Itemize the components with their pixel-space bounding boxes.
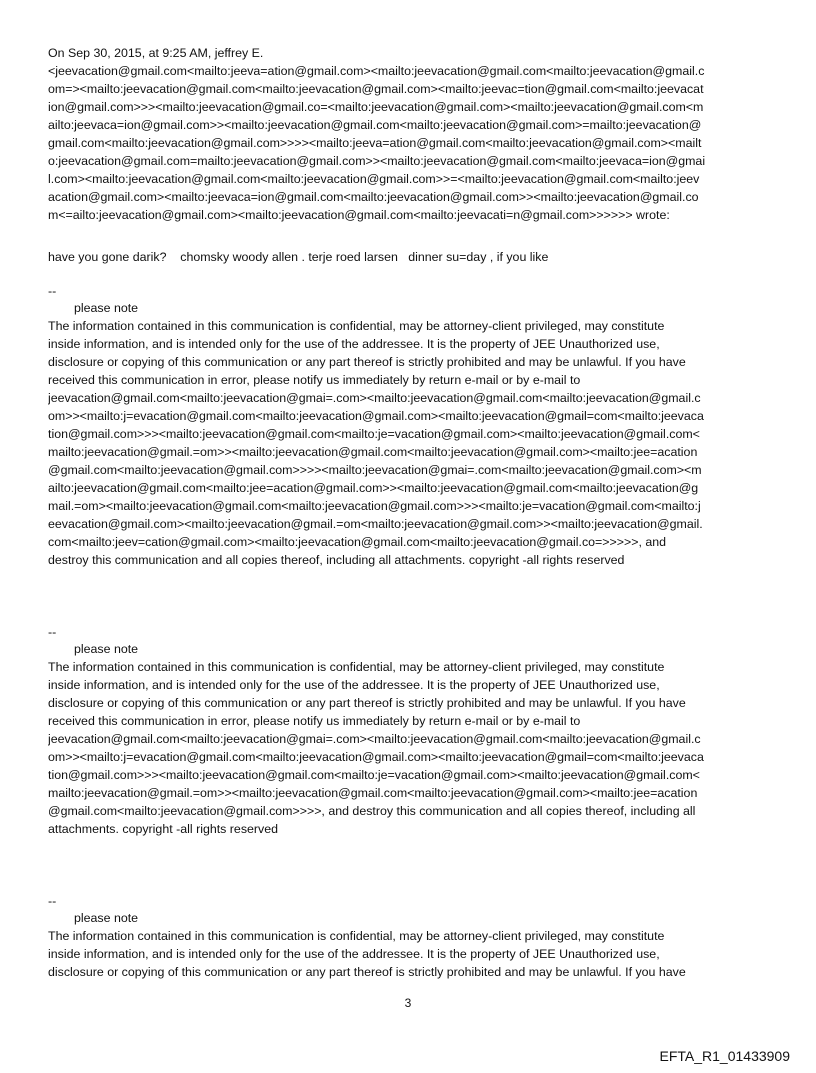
header-line: m<=ailto:jeevacation@gmail.com><mailto:jeevacation@gmail.com<mailto:jeevacati=n@gmail.com>>>>>> wrote: (48, 208, 670, 222)
separator: -- (48, 284, 57, 298)
disclaimer-line: received this communication in error, please notify us immediately by return e-mail or by e-mail to (48, 714, 581, 728)
disclaimer-line: com<mailto:jeev=cation@gmail.com><mailto:jeevacation@gmail.com<mailto:jeevacation@gmail.co=>>>>>, and (48, 535, 667, 549)
disclaimer-line: tion@gmail.com>>><mailto:jeevacation@gmail.com<mailto:je=vacation@gmail.com><mailto:jeevacation@gmail.com< (48, 768, 700, 782)
disclaimer-line: om>><mailto:j=evacation@gmail.com<mailto:jeevacation@gmail.com><mailto:jeevacation@gmail=com<mailto:jeevaca (48, 409, 704, 423)
note-heading: please note (74, 301, 139, 315)
disclaimer-line: destroy this communication and all copies thereof, including all attachments. copyright -all rights reserved (48, 553, 625, 567)
message-body: have you gone darik? chomsky woody allen . terje roed larsen dinner su=day , if you like (48, 250, 549, 264)
page-number: 3 (404, 996, 412, 1010)
note-heading: please note (74, 911, 139, 925)
disclaimer-line: mailto:jeevacation@gmail.=om>><mailto:jeevacation@gmail.com<mailto:jeevacation@gmail.com><mailto:jee=acation (48, 445, 698, 459)
bates-number: EFTA_R1_01433909 (659, 1048, 790, 1064)
header-line: om=><mailto:jeevacation@gmail.com<mailto:jeevacation@gmail.com><mailto:jeevac=tion@gmail.com<mailto:jeevacat (48, 82, 704, 96)
separator: -- (48, 894, 57, 908)
disclaimer-line: om>><mailto:j=evacation@gmail.com<mailto:jeevacation@gmail.com><mailto:jeevacation@gmail=com<mailto:jeevaca (48, 750, 704, 764)
disclaimer-line: The information contained in this communication is confidential, may be attorney-client privileged, may constitute (48, 660, 665, 674)
header-line: On Sep 30, 2015, at 9:25 AM, jeffrey E. (48, 46, 264, 60)
disclaimer-line: The information contained in this communication is confidential, may be attorney-client privileged, may constitute (48, 929, 665, 943)
disclaimer-line: mailto:jeevacation@gmail.=om>><mailto:jeevacation@gmail.com<mailto:jeevacation@gmail.com><mailto:jee=acation (48, 786, 698, 800)
header-line: gmail.com<mailto:jeevacation@gmail.com>>>><mailto:jeeva=ation@gmail.com<mailto:jeevacation@gmail.com><mailt (48, 136, 702, 150)
disclaimer-line: jeevacation@gmail.com<mailto:jeevacation@gmai=.com><mailto:jeevacation@gmail.com<mailto:jeevacation@gmail.c (48, 732, 701, 746)
disclaimer-line: disclosure or copying of this communication or any part thereof is strictly prohibited and may be unlawful. If you have (48, 965, 686, 979)
disclaimer-line: eevacation@gmail.com><mailto:jeevacation@gmail.=om<mailto:jeevacation@gmail.com>><mailto:jeevacation@gmail. (48, 517, 703, 531)
note-heading: please note (74, 642, 139, 656)
disclaimer-line: disclosure or copying of this communication or any part thereof is strictly prohibited and may be unlawful. If you have (48, 696, 686, 710)
header-line: l.com><mailto:jeevacation@gmail.com<mailto:jeevacation@gmail.com>>=<mailto:jeevacation@gmail.com<mailto:jeev (48, 172, 700, 186)
disclaimer-line: inside information, and is intended only for the use of the addressee. It is the property of JEE Unauthorized use, (48, 947, 660, 961)
disclaimer-line: jeevacation@gmail.com<mailto:jeevacation@gmai=.com><mailto:jeevacation@gmail.com<mailto:jeevacation@gmail.c (48, 391, 701, 405)
header-line: <jeevacation@gmail.com<mailto:jeeva=ation@gmail.com><mailto:jeevacation@gmail.com<mailto:jeevacation@gmail.c (48, 64, 705, 78)
header-line: ion@gmail.com>>><mailto:jeevacation@gmail.co=<mailto:jeevacation@gmail.com><mailto:jeevacation@gmail.com<m (48, 100, 704, 114)
disclaimer-line: The information contained in this communication is confidential, may be attorney-client privileged, may constitute (48, 319, 665, 333)
header-line: acation@gmail.com><mailto:jeevaca=ion@gmail.com<mailto:jeevacation@gmail.com>><mailto:jeevacation@gmail.co (48, 190, 699, 204)
disclaimer-line: ailto:jeevacation@gmail.com<mailto:jee=acation@gmail.com>><mailto:jeevacation@gmail.com<mailto:jeevacation@g (48, 481, 699, 495)
disclaimer-line: disclosure or copying of this communication or any part thereof is strictly prohibited and may be unlawful. If you have (48, 355, 686, 369)
disclaimer-line: attachments. copyright -all rights reserved (48, 822, 279, 836)
disclaimer-line: @gmail.com<mailto:jeevacation@gmail.com>>>>, and destroy this communication and all copies thereof, including all (48, 804, 696, 818)
separator: -- (48, 625, 57, 639)
disclaimer-line: received this communication in error, please notify us immediately by return e-mail or by e-mail to (48, 373, 581, 387)
disclaimer-line: tion@gmail.com>>><mailto:jeevacation@gmail.com<mailto:je=vacation@gmail.com><mailto:jeevacation@gmail.com< (48, 427, 700, 441)
disclaimer-line: mail.=om><mailto:jeevacation@gmail.com<mailto:jeevacation@gmail.com>>><mailto:je=vacation@gmail.com<mailto:j (48, 499, 701, 513)
header-line: ailto:jeevaca=ion@gmail.com>><mailto:jeevacation@gmail.com<mailto:jeevacation@gmail.com>=mailto:jeevacation@ (48, 118, 702, 132)
disclaimer-line: inside information, and is intended only for the use of the addressee. It is the property of JEE Unauthorized use, (48, 678, 660, 692)
disclaimer-line: inside information, and is intended only for the use of the addressee. It is the property of JEE Unauthorized use, (48, 337, 660, 351)
header-line: o:jeevacation@gmail.com=mailto:jeevacation@gmail.com>><mailto:jeevacation@gmail.com<mailto:jeevaca=ion@gmai (48, 154, 706, 168)
disclaimer-line: @gmail.com<mailto:jeevacation@gmail.com>>>><mailto:jeevacation@gmai=.com<mailto:jeevacation@gmail.com><m (48, 463, 702, 477)
